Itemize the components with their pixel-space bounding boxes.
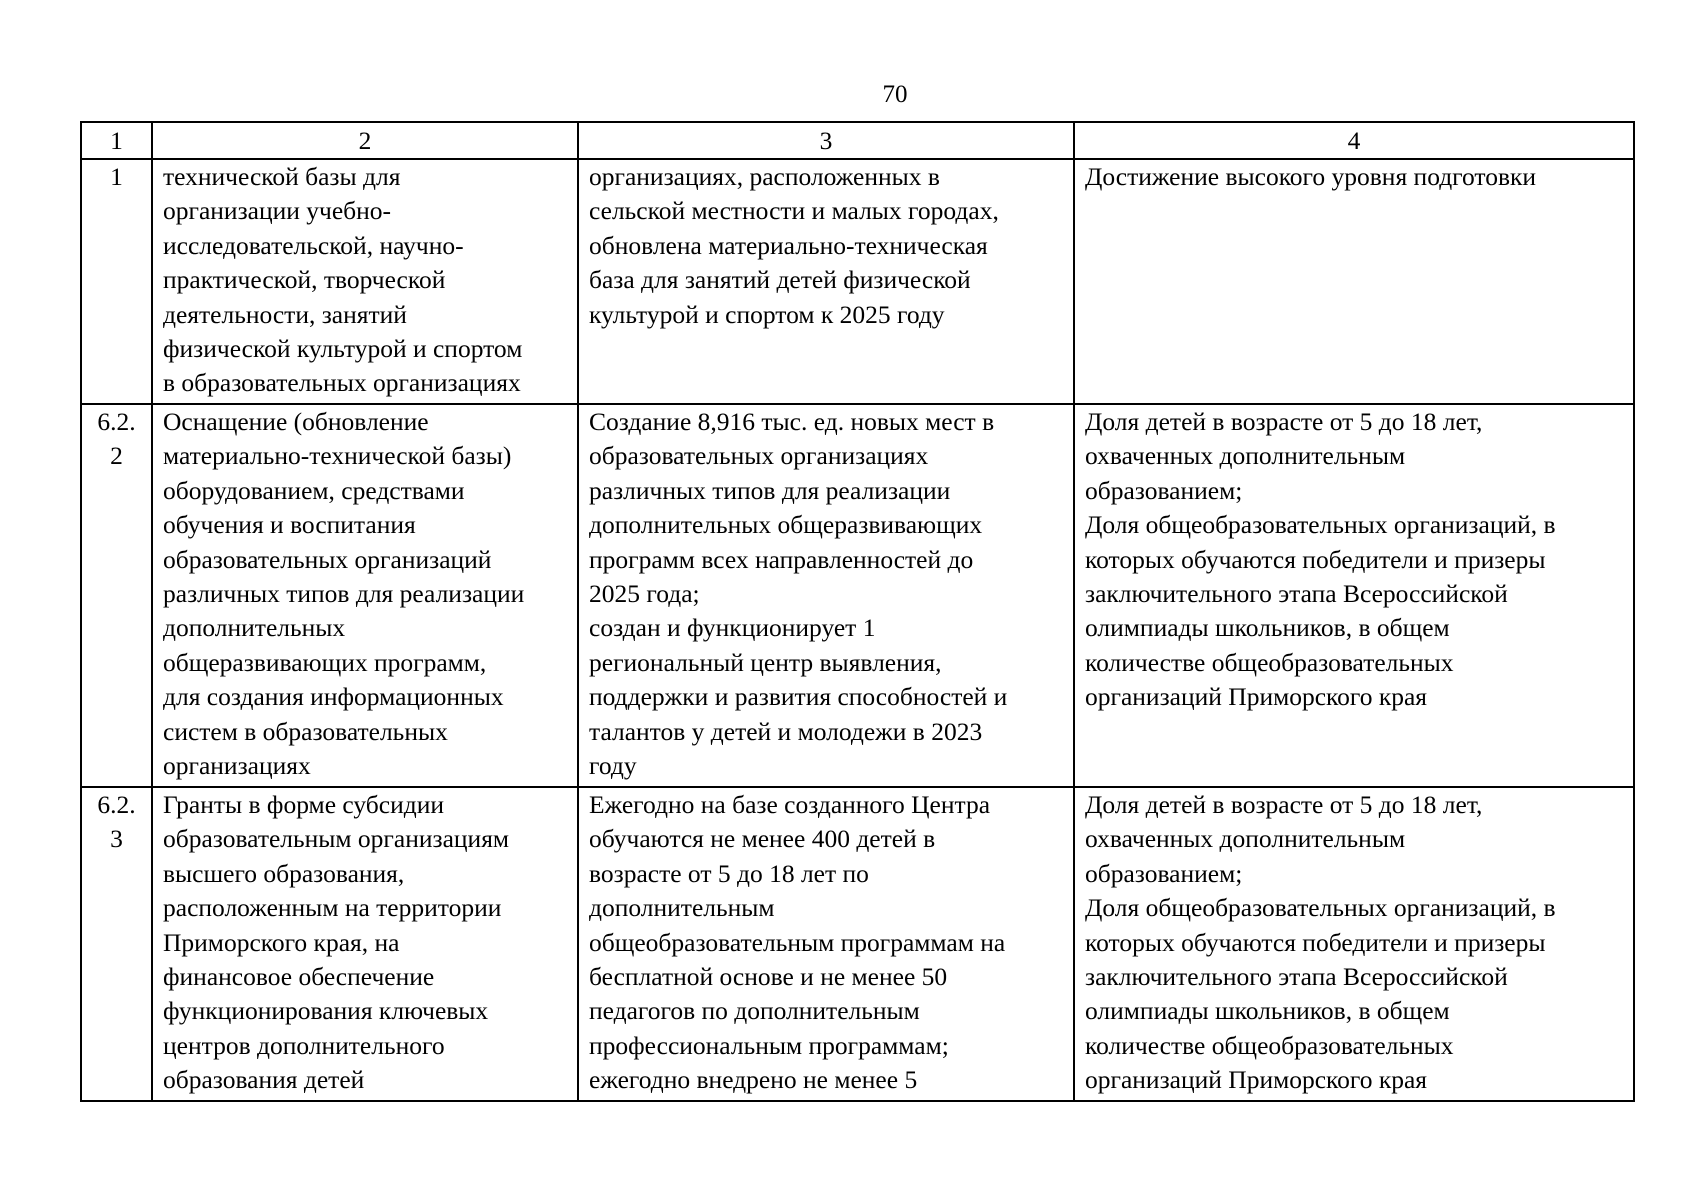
cell-text-line: году xyxy=(589,751,637,781)
cell-text-line: образовательным организациям xyxy=(163,824,510,854)
row-number-cell xyxy=(81,787,152,1101)
table-header-row xyxy=(81,122,1634,159)
cell-text-line: ежегодно внедрено не менее 5 xyxy=(589,1065,918,1095)
cell-text-line: культурой и спортом к 2025 году xyxy=(589,299,945,329)
cell-text-line: Достижение высокого уровня подготовки xyxy=(1085,162,1537,191)
cell-text-line: профессиональным программам; xyxy=(589,1030,949,1060)
cell-text-line: образовательных организациях xyxy=(589,441,929,471)
cell-text-line: функционирования ключевых xyxy=(163,996,489,1026)
table-row xyxy=(81,404,1634,787)
cell-text-line: количестве общеобразовательных xyxy=(1085,647,1454,677)
cell-text-line: общеразвивающих программ, xyxy=(163,647,487,677)
cell-text-line: база для занятий детей физической xyxy=(589,265,971,295)
cell-text-line: Доля детей в возрасте от 5 до 18 лет, xyxy=(1085,407,1483,436)
cell-text-line: олимпиады школьников, в общем xyxy=(1085,996,1450,1026)
header-cell-2: 2 xyxy=(152,122,578,159)
cell-text-line: дополнительных общеразвивающих xyxy=(589,510,983,540)
cell-text-line: обучения и воспитания xyxy=(163,510,416,540)
cell-text-line: Создание 8,916 тыс. ед. новых мест в xyxy=(589,407,995,436)
cell-text-line: образованием; xyxy=(1085,858,1243,888)
table-row xyxy=(81,787,1634,1101)
cell-text-line: 6.2. xyxy=(97,790,136,819)
cell-text-line: физической культурой и спортом xyxy=(163,334,523,364)
cell-text-line: которых обучаются победители и призеры xyxy=(1085,544,1546,574)
cell-text-line: бесплатной основе и не менее 50 xyxy=(589,962,948,992)
cell-text-line: технической базы для xyxy=(163,162,401,191)
cell-text-line: 3 xyxy=(110,824,123,854)
cell-text-line: дополнительных xyxy=(163,613,346,643)
activity-cell xyxy=(152,404,578,787)
cell-text-line: 2 xyxy=(110,441,123,471)
cell-text-line: центров дополнительного xyxy=(163,1030,445,1060)
cell-text-line: охваченных дополнительным xyxy=(1085,824,1406,854)
cell-text-line: программ всех направленностей до xyxy=(589,544,974,574)
cell-text-line: 1 xyxy=(110,162,123,191)
header-cell-1: 1 xyxy=(81,122,152,159)
cell-text-line: для создания информационных xyxy=(163,682,504,712)
cell-text-line: практической, творческой xyxy=(163,265,446,295)
cell-text-line: возрасте от 5 до 18 лет по xyxy=(589,858,869,888)
cell-text-line: деятельности, занятий xyxy=(163,299,407,329)
indicator-cell xyxy=(1074,404,1634,787)
cell-text-line: организаций Приморского края xyxy=(1085,1065,1428,1095)
cell-text-line: олимпиады школьников, в общем xyxy=(1085,613,1450,643)
cell-text-line: Доля детей в возрасте от 5 до 18 лет, xyxy=(1085,790,1483,819)
page-number: 70 xyxy=(882,81,908,108)
cell-text-line: дополнительным xyxy=(589,893,775,923)
result-cell xyxy=(578,159,1074,404)
cell-text-line: финансовое обеспечение xyxy=(163,962,435,992)
cell-text-line: Приморского края, на xyxy=(163,927,400,957)
cell-text-line: различных типов для реализации xyxy=(589,475,951,505)
cell-text-line: материально-технической базы) xyxy=(163,441,512,471)
cell-text-line: Оснащение (обновление xyxy=(163,407,429,436)
cell-text-line: исследовательской, научно- xyxy=(163,230,464,260)
cell-text-line: организациях, расположенных в xyxy=(589,162,940,191)
cell-text-line: заключительного этапа Всероссийской xyxy=(1085,962,1508,992)
cell-text-line: Доля общеобразовательных организаций, в xyxy=(1085,510,1556,540)
cell-text-line: Гранты в форме субсидии xyxy=(163,790,444,819)
cell-text-line: образовательных организаций xyxy=(163,544,492,574)
cell-text-line: 6.2. xyxy=(97,407,136,436)
cell-text-line: педагогов по дополнительным xyxy=(589,996,920,1026)
cell-text-line: которых обучаются победители и призеры xyxy=(1085,927,1546,957)
cell-text-line: 2025 года; xyxy=(589,579,700,609)
cell-text-line: региональный центр выявления, xyxy=(589,647,942,677)
cell-text-line: обновлена материально-техническая xyxy=(589,230,988,260)
indicator-cell xyxy=(1074,787,1634,1101)
cell-text-line: образования детей xyxy=(163,1065,365,1095)
activity-cell xyxy=(152,787,578,1101)
row-number-cell xyxy=(81,404,152,787)
header-cell-3: 3 xyxy=(578,122,1074,159)
cell-text-line: в образовательных организациях xyxy=(163,368,521,398)
cell-text-line: поддержки и развития способностей и xyxy=(589,682,1008,712)
cell-text-line: организациях xyxy=(163,751,311,781)
program-table xyxy=(80,121,1635,1102)
cell-text-line: расположенным на территории xyxy=(163,893,502,923)
cell-text-line: создан и функционирует 1 xyxy=(589,613,876,643)
cell-text-line: различных типов для реализации xyxy=(163,579,525,609)
cell-text-line: систем в образовательных xyxy=(163,716,448,746)
cell-text-line: Ежегодно на базе созданного Центра xyxy=(589,790,991,819)
cell-text-line: общеобразовательным программам на xyxy=(589,927,1006,957)
result-cell xyxy=(578,787,1074,1101)
cell-text-line: высшего образования, xyxy=(163,858,405,888)
cell-text-line: оборудованием, средствами xyxy=(163,475,465,505)
cell-text-line: организаций Приморского края xyxy=(1085,682,1428,712)
activity-cell xyxy=(152,159,578,404)
cell-text-line: образованием; xyxy=(1085,475,1243,505)
table-row xyxy=(81,159,1634,404)
row-number-cell xyxy=(81,159,152,404)
cell-text-line: талантов у детей и молодежи в 2023 xyxy=(589,716,983,746)
cell-text-line: количестве общеобразовательных xyxy=(1085,1030,1454,1060)
cell-text-line: заключительного этапа Всероссийской xyxy=(1085,579,1508,609)
indicator-cell xyxy=(1074,159,1634,404)
result-cell xyxy=(578,404,1074,787)
cell-text-line: охваченных дополнительным xyxy=(1085,441,1406,471)
cell-text-line: сельской местности и малых городах, xyxy=(589,196,999,226)
cell-text-line: организации учебно- xyxy=(163,196,392,226)
header-cell-4: 4 xyxy=(1074,122,1634,159)
cell-text-line: Доля общеобразовательных организаций, в xyxy=(1085,893,1556,923)
cell-text-line: обучаются не менее 400 детей в xyxy=(589,824,936,854)
